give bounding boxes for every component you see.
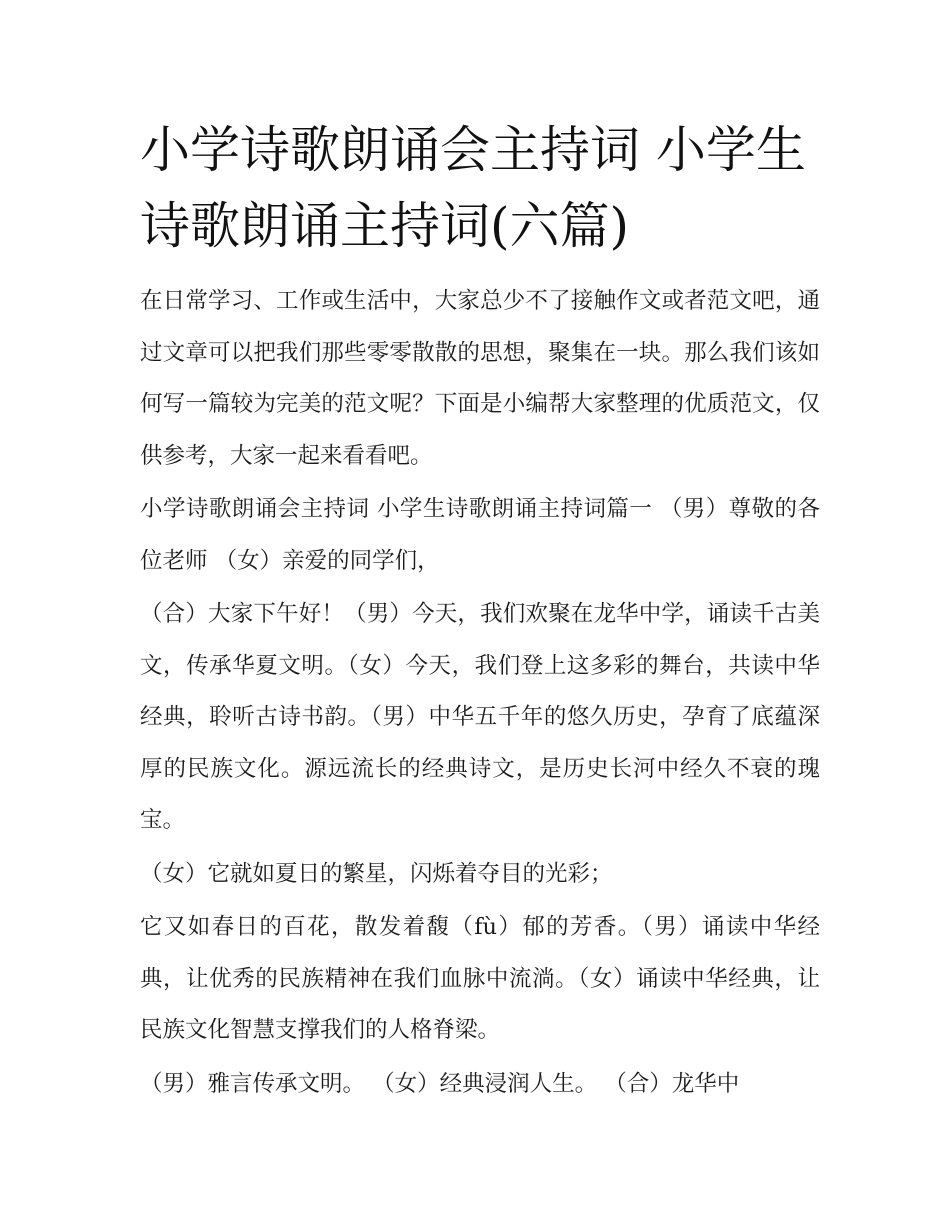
paragraph-opening: 小学诗歌朗诵会主持词 小学生诗歌朗诵主持词篇一 （男）尊敬的各位老师 （女）亲爱的同学们， bbox=[140, 496, 820, 574]
document-body bbox=[140, 276, 820, 1112]
paragraph-stars: （女）它就如夏日的繁星，闪烁着夺目的光彩； bbox=[140, 860, 613, 887]
paragraph-closing: （男）雅言传承文明。 （女）经典浸润人生。 （合）龙华中 bbox=[140, 1070, 740, 1097]
paragraph-greeting: （合）大家下午好！（男）今天，我们欢聚在龙华中学，诵读千古美文，传承华夏文明。（女）今天，我们登上这多彩的舞台，共读中华经典，聆听古诗书韵。（男）中华五千年的悠久历史，孕育了底蕴深厚的民族文化。源远流长的经典诗文，是历史长河中经久不衰的瑰宝。 bbox=[140, 601, 820, 833]
paragraph-flowers: 它又如春日的百花，散发着馥（fù）郁的芳香。（男）诵读中华经典，让优秀的民族精神在我们血脉中流淌。（女）诵读中华经典，让民族文化智慧支撑我们的人格脊梁。 bbox=[140, 914, 820, 1043]
document-title: 小学诗歌朗诵会主持词 小学生诗歌朗诵主持词(六篇) bbox=[140, 121, 806, 255]
paragraph-intro: 在日常学习、工作或生活中，大家总少不了接触作文或者范文吧，通过文章可以把我们那些零零散散的思想，聚集在一块。那么我们该如何写一篇较为完美的范文呢？下面是小编帮大家整理的优质范文，仅供参考，大家一起来看看吧。 bbox=[140, 288, 820, 469]
